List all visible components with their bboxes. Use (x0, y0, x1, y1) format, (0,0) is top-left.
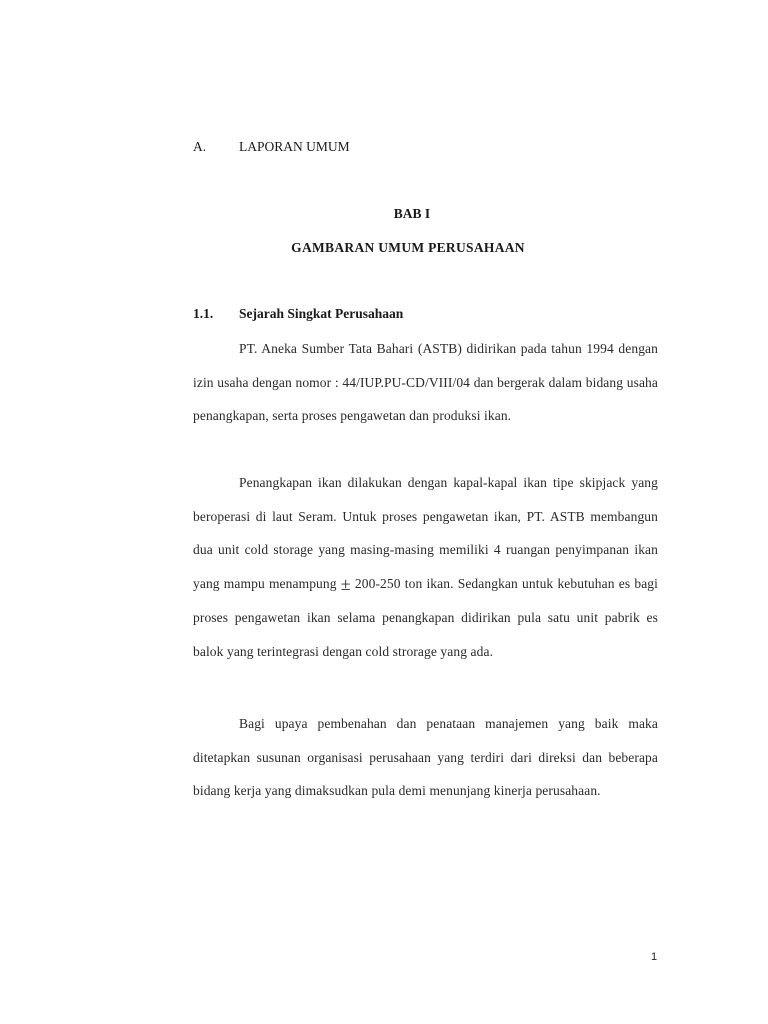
section-letter: A. (193, 139, 207, 154)
paragraph-operations-text-2: 200-250 ton ikan. Sedangkan untuk kebutuhan es bagi proses pengawetan ikan selama penangkapan didirikan pula satu unit pabrik es balok yang terintegrasi dengan cold strorage yang ada. (193, 575, 658, 659)
subsection-number: 1.1. (193, 306, 214, 321)
chapter-label: BAB I (393, 206, 431, 221)
paragraph-organization: Bagi upaya pembenahan dan penataan manajemen yang baik maka ditetapkan susunan organisasi perusahaan yang terdiri dari direksi dan beberapa bidang kerja yang dimaksudkan pula demi menunjang kinerja perusahaan. (193, 716, 658, 799)
paragraph-operations-text-1: Penangkapan ikan dilakukan dengan kapal-kapal ikan tipe skipjack yang beroperasi di laut Seram. Untuk proses pengawetan ikan, PT. ASTB membangun dua unit cold storage yang masing-masing memiliki 4 ruangan penyimpanan ikan yang mampu menampung (193, 475, 658, 591)
paragraph-operations (193, 466, 658, 669)
page-number: 1 (651, 951, 658, 963)
paragraph-history: PT. Aneka Sumber Tata Bahari (ASTB) didirikan pada tahun 1994 dengan izin usaha dengan nomor : 44/IUP.PU-CD/VIII/04 dan bergerak dalam bidang usaha penangkapan, serta proses pengawetan dan produksi ikan. (193, 341, 658, 424)
chapter-title: GAMBARAN UMUM PERUSAHAAN (291, 240, 525, 255)
section-title: LAPORAN UMUM (239, 139, 350, 154)
plus-minus-symbol: ± (340, 573, 351, 594)
subsection-title: Sejarah Singkat Perusahaan (239, 306, 404, 321)
